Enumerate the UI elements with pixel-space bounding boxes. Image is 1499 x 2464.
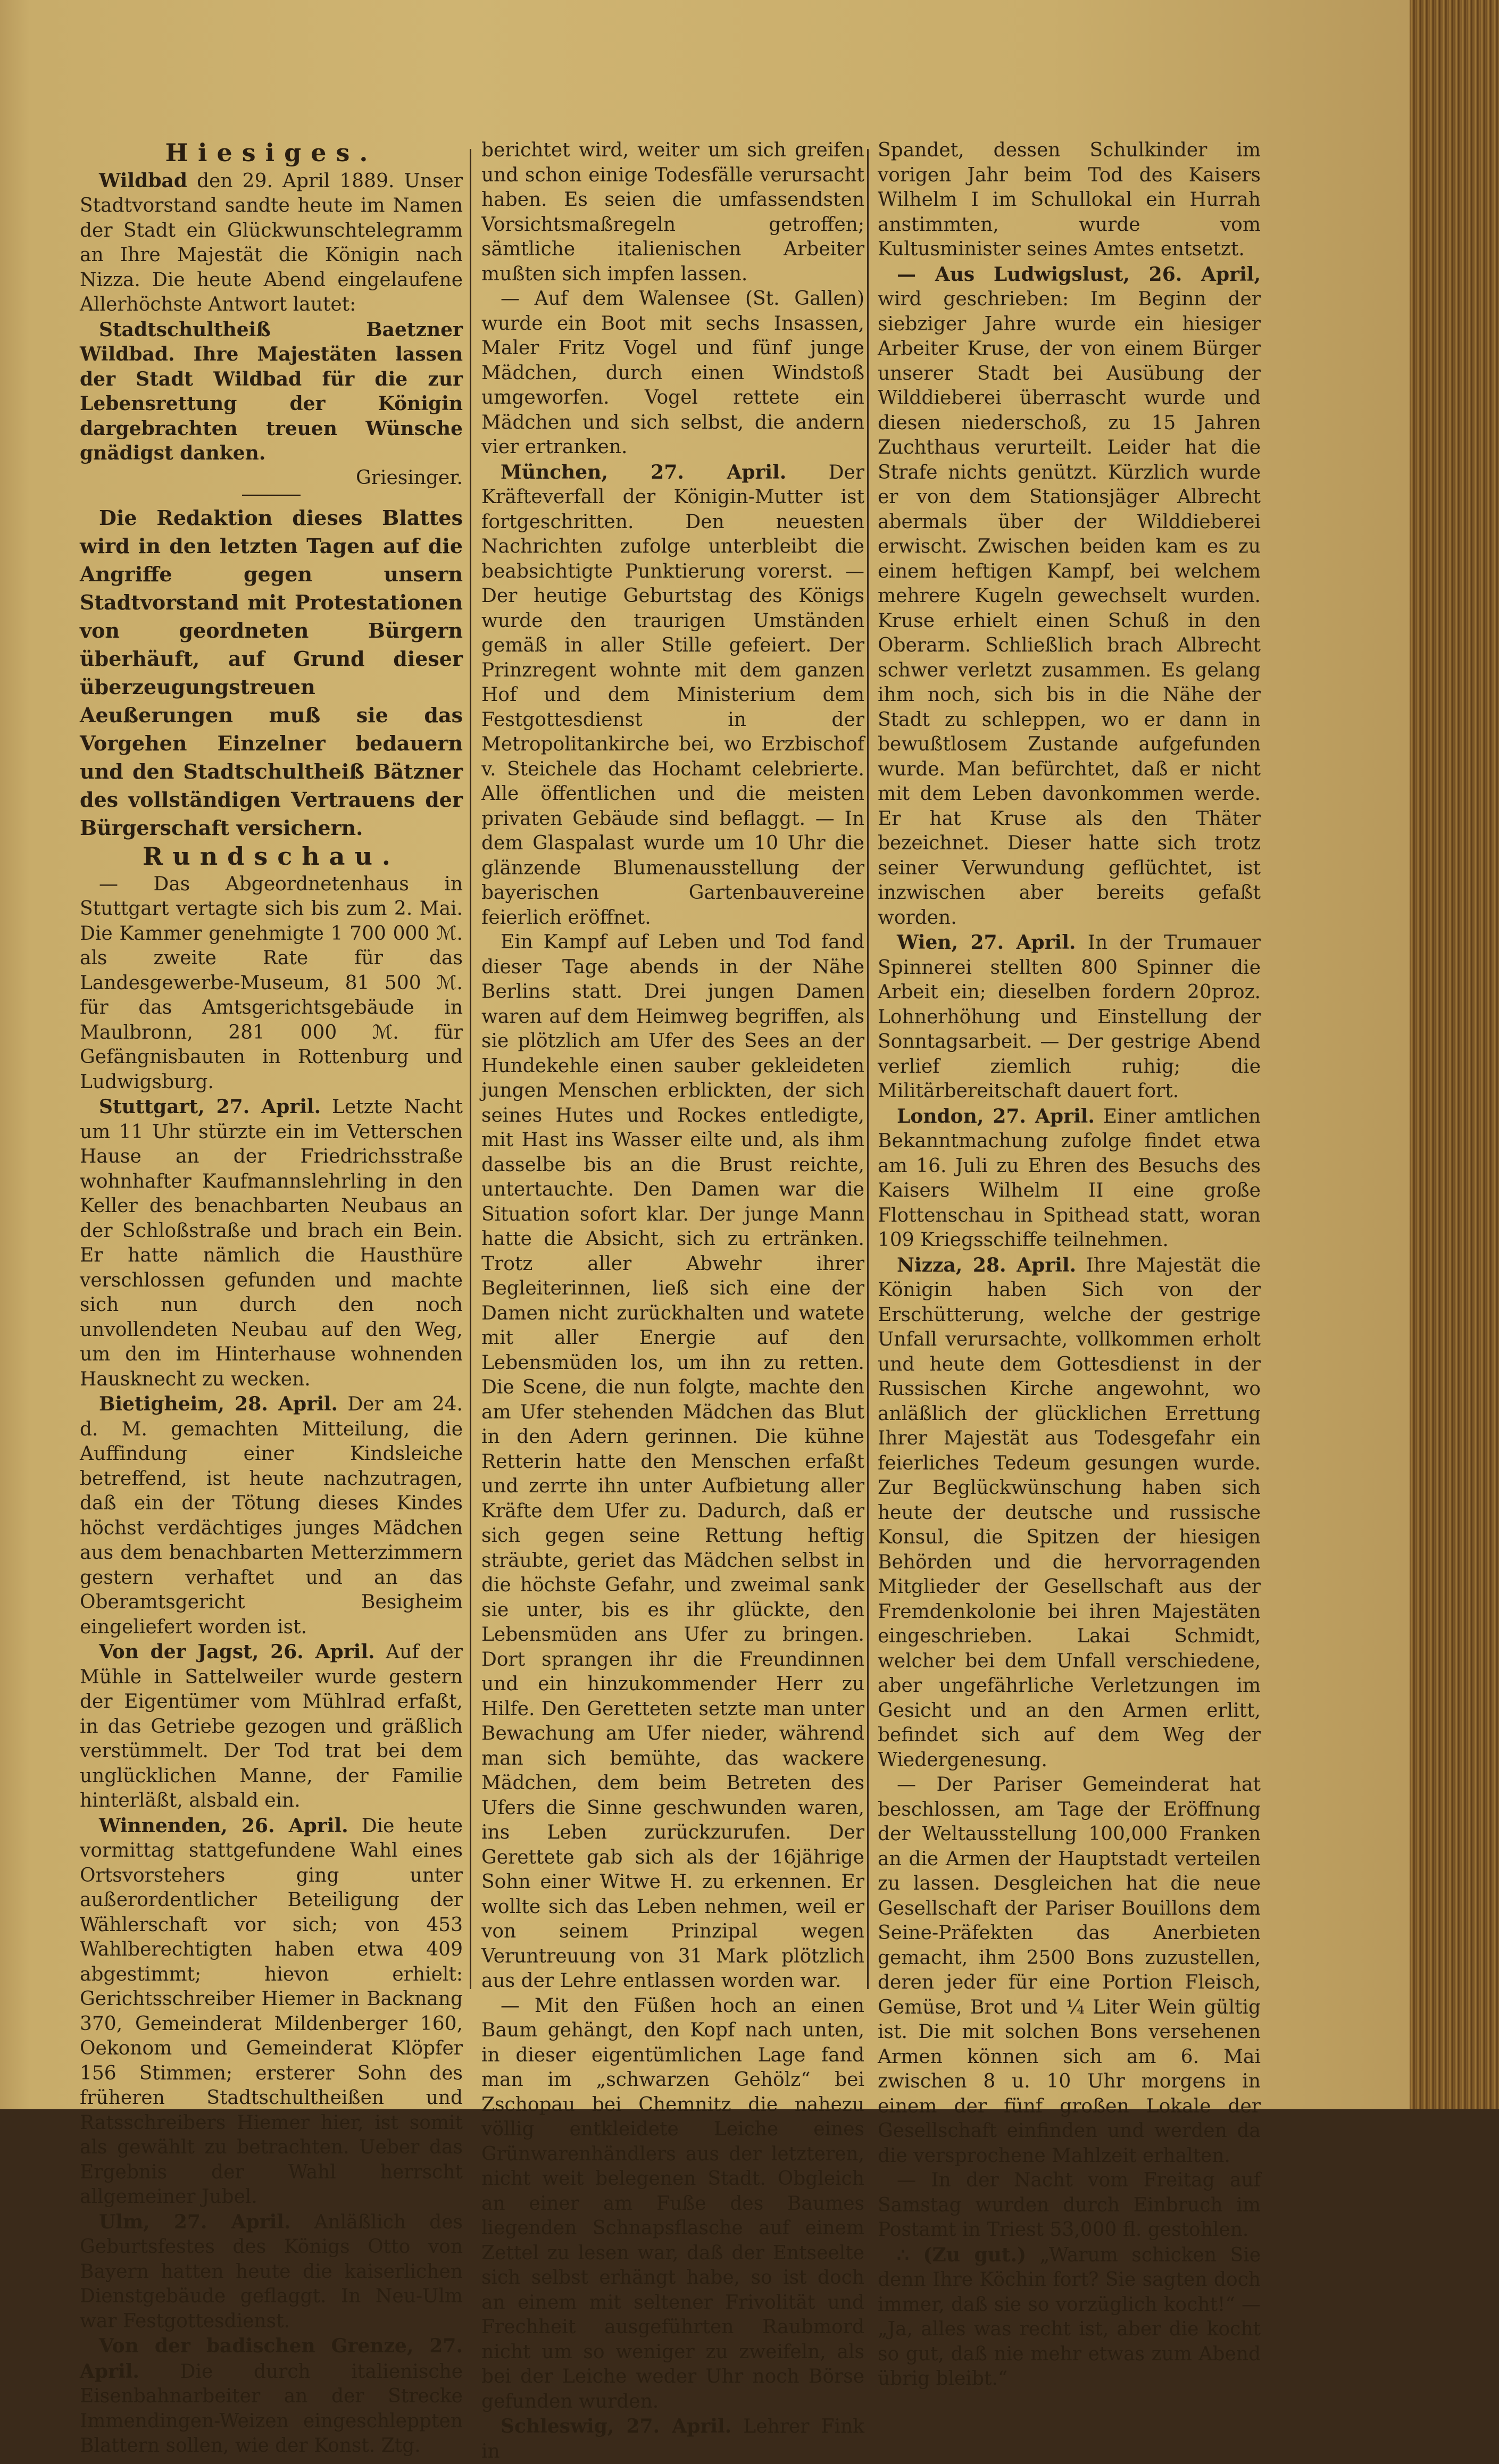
article-text: Anläßlich des Geburtsfestes des Königs Otto von Bayern hatten heute die kaiserlichen Dienstgebäude geflaggt. In Neu-Ulm war Festgottesdienst. xyxy=(80,2211,463,2332)
article-place: Wien, 27. April. xyxy=(897,931,1076,954)
editorial-notice: Die Redaktion dieses Blattes wird in den letzten Tagen auf die Angriffe gegen unsern Stadtvorstand mit Protestationen von geordneten Bürgern überhäuft, auf Grund dieser überzeugungstreuen Aeußerungen muß sie das Vorgehen Einzelner bedauern und den Stadtschultheiß Bätzner des vollständigen Vertrauens der Bürgerschaft versichern. xyxy=(80,506,463,840)
article-zschopau: — Mit den Füßen hoch an einen Baum gehängt, den Kopf nach unten, in dieser eigentümlichen Lage fand man im „schwarzen Gehölz“ bei Zschopau bei Chemnitz die nahezu völlig entkleidete Leiche eines Grünwarenhändlers aus der letzteren, nicht weit belegenen Stadt. Obgleich an einer am Fuße des Baumes liegenden Schnapsflasche auf einem Zettel zu lesen war, daß der Entseelte sich selbst erhängt habe, so ist doch an einem mit seltener Frivolität und Frechheit ausgeführten Raubmord nicht um so weniger zu zweifeln, als bei der Leiche weder Uhr noch Börse gefunden wurden. xyxy=(481,1994,864,2412)
article-paris: — Der Pariser Gemeinderat hat beschlossen, am Tage der Eröffnung der Weltausstellung 100,000 Franken an die Armen der Hauptstadt verteilen zu lassen. Desgleichen hat die neue Gesellschaft der Pariser Bouillons dem Seine-Präfekten das Anerbieten gemacht, ihm 2500 Bons zuzustellen, deren jeder für eine Portion Fleisch, Gemüse, Brot und ¼ Liter Wein gültig ist. Die mit solchen Bons versehenen Armen können sich am 6. Mai zwischen 8 u. 10 Uhr morgens in einem der fünf großen Lokale der Gesellschaft einfinden und werden da die versprochene Mahlzeit erhalten. xyxy=(878,1774,1261,2167)
divider xyxy=(242,495,301,496)
article-continuation: Spandet, dessen Schulkinder im vorigen Jahr beim Tod des Kaisers Wilhelm I im Schullokal ein Hurrah anstimmten, wurde vom Kultusminister seines Amtes entsetzt. xyxy=(878,139,1261,260)
article-place: Schleswig, 27. April. xyxy=(501,2415,732,2437)
article-text: den 29. April 1889. Unser Stadtvorstand sandte heute im Namen der Stadt ein Glückwunschtelegramm an Ihre Majestät die Königin nach Nizza. Die heute Abend eingelaufene Allerhöchste Antwort lautet: xyxy=(80,170,463,315)
article-place: Ulm, 27. April. xyxy=(99,2210,291,2233)
article-text: Auf der Mühle in Sattelweiler wurde gestern der Eigentümer vom Mühlrad erfaßt, in das Getriebe gezogen und gräßlich verstümmelt. Der Tod trat bei dem unglücklichen Manne, der Familie hinterläßt, alsbald ein. xyxy=(80,1641,463,1811)
article-place: — Aus Ludwigslust, 26. April, xyxy=(897,263,1261,286)
article-place: Winnenden, 26. April. xyxy=(99,1814,348,1837)
heading-hiesiges: Hiesiges. xyxy=(165,138,378,167)
article-text: wird geschrieben: Im Beginn der siebziger Jahre wurde ein hiesiger Arbeiter Kruse, der von einem Bürger unserer Stadt bei Ausübung der Wilddieberei überrascht wurde und diesen niederschoß, zu 15 Jahren Zuchthaus verurteilt. Leider hat die Strafe nichts genützt. Kürzlich wurde er von dem Stationsjäger Albrecht abermals über der Wilddieberei erwischt. Zwischen beiden kam es zu einem heftigen Kampf, bei welchem mehrere Kugeln gewechselt wurden. Kruse erhielt einen Schuß in den Oberarm. Schließlich brach Albrecht schwer verletzt zusammen. Es gelang ihm noch, sich bis in die Nähe der Stadt zu schleppen, wo er dann in bewußtlosem Zustande aufgefunden wurde. Man befürchtet, daß er nicht mit dem Leben davonkommen werde. Er hat Kruse als den Thäter bezeichnet. Dieser hatte sich trotz seiner Verwundung geflüchtet, ist inzwischen aber bereits gefaßt worden. xyxy=(878,288,1261,929)
article-london xyxy=(878,1104,1261,1253)
article-place: ∴ (Zu gut.) xyxy=(897,2243,1027,2266)
book-spine xyxy=(1410,0,1499,2109)
article-walensee: — Auf dem Walensee (St. Gallen) wurde ein Boot mit sechs Insassen, Maler Fritz Vogel und fünf junge Mädchen, durch einen Windstoß umgeworfen. Vogel rettete ein Mädchen und sich selbst, die andern vier ertranken. xyxy=(481,288,864,458)
article-place: Stuttgart, 27. April. xyxy=(99,1096,321,1118)
column-1 xyxy=(80,138,463,2457)
article-triest: — In der Nacht vom Freitag auf Samstag wurden durch Einbruch im Postamt in Triest 53,000 fl. gestohlen. xyxy=(878,2169,1261,2241)
article-text: Letzte Nacht um 11 Uhr stürzte ein im Vetterschen Hause an der Friedrichsstraße wohnhafter Kaufmannslehrling in den Keller des benachbarten Neubaus an der Schloßstraße und brach ein Bein. Er hatte nämlich die Hausthüre verschlossen gefunden und machte sich nun durch den noch unvollendeten Neubau auf den Weg, um den im Hinterhause wohnenden Hausknecht zu wecken. xyxy=(80,1096,463,1390)
column-2 xyxy=(481,138,864,2462)
article-place: Von der badischen Grenze, 27. April. xyxy=(80,2335,463,2383)
article-place: Bietigheim, 28. April. xyxy=(99,1393,338,1415)
article-ulm xyxy=(80,2210,463,2334)
article-text: „Warum schicken Sie denn Ihre Köchin fort? Sie sagten doch immer, daß sie so vorzüglich kocht!“ — „Ja, alles was recht ist, aber die kocht so gut, daß nie mehr etwas zum Abend übrig bleibt.“ xyxy=(878,2244,1261,2390)
article-text: Ihre Majestät die Königin haben Sich von der Erschütterung, welche der gestrige Unfall verursachte, vollkommen erholt und heute dem Gottesdienst in der Russischen Kirche angewohnt, wo anläßlich der glücklichen Errettung Ihrer Majestät aus Todesgefahr ein feierliches Tedeum gesungen wurde. Zur Beglückwünschung haben sich heute der deutsche und russische Konsul, die Spitzen der hiesigen Behörden und die hervorragenden Mitglieder der Gesellschaft aus der Fremdenkolonie bei ihren Majestäten eingeschrieben. Lakai Schmidt, welcher bei dem Unfall verschiedene, aber ungefährliche Verletzungen im Gesicht und an den Armen erlitt, befindet sich auf dem Weg der Wiedergenesung. xyxy=(878,1254,1261,1771)
article-place: Nizza, 28. April. xyxy=(897,1254,1077,1276)
article-text: In der Trumauer Spinnerei stellten 800 Spinner die Arbeit ein; dieselben fordern 20proz. Lohnerhöhung und Einstellung der Sonntagsarbeit. — Der gestrige Abend verlief ziemlich ruhig; die Militärbereitschaft dauert fort. xyxy=(878,932,1261,1102)
article-schleswig xyxy=(481,2414,864,2464)
heading-rundschau: Rundschau. xyxy=(143,842,400,871)
article-stuttgart xyxy=(80,1095,463,1392)
article-wildbad xyxy=(80,169,463,318)
article-nizza xyxy=(878,1253,1261,1773)
column-3 xyxy=(878,138,1261,2390)
column-rule-2 xyxy=(867,149,869,1989)
telegram-signature: Griesinger. xyxy=(355,466,463,489)
article-place: Von der Jagst, 26. April. xyxy=(99,1641,375,1663)
article-place: Wildbad xyxy=(99,169,187,192)
article-text: Die heute vormittag stattgefundene Wahl eines Ortsvorstehers ging unter außerordentlicher Beteiligung der Wählerschaft vor sich; von 453 Wahlberechtigten haben etwa 409 abgestimmt; hievon erhielt: Gerichtsschreiber Hiemer in Backnang 370, Gemeinderat Mildenberger 160, Oekonom und Gemeinderat Klöpfer 156 Stimmen; ersterer Sohn des früheren Stadtschultheißen und Ratsschreibers Hiemer hier, ist somit als gewählt zu betrachten. Ueber das Ergebnis der Wahl herrscht allgemeiner Jubel. xyxy=(80,1815,463,2208)
article-text: Der Kräfteverfall der Königin-Mutter ist fortgeschritten. Den neuesten Nachrichten zufolge unterbleibt die beabsichtigte Punktierung vorerst. — Der heutige Geburtstag des Königs wurde den traurigen Umständen gemäß in aller Stille gefeiert. Der Prinzregent wohnte mit dem ganzen Hof und dem Ministerium dem Festgottesdienst in der Metropolitankirche bei, wo Erzbischof v. Steichele das Hochamt celebrierte. Alle öffentlichen und die meisten privaten Gebäude sind beflaggt. — In dem Glaspalast wurde um 10 Uhr die glänzende Blumenausstellung der bayerischen Gartenbauvereine feierlich eröffnet. xyxy=(481,461,864,929)
column-rule-1 xyxy=(470,149,471,1989)
article-place: London, 27. April. xyxy=(897,1105,1095,1127)
article-berlin: Ein Kampf auf Leben und Tod fand dieser Tage abends in der Nähe Berlins statt. Drei jungen Damen waren auf dem Heimweg begriffen, als sie plötzlich am Ufer des Sees an der Hundekehle einen sauber gekleideten jungen Menschen erblickten, der sich seines Hutes und Rockes entledigte, mit Hast ins Wasser eilte und, als ihm dasselbe bis an die Brust reichte, untertauchte. Den Damen war die Situation sofort klar. Der junge Mann hatte die Absicht, sich zu ertränken. Trotz aller Abwehr ihrer Begleiterinnen, ließ sich eine der Damen nicht zurückhalten und watete mit aller Energie auf den Lebensmüden los, um ihn zu retten. Die Scene, die nun folgte, machte den am Ufer stehenden Mädchen das Blut in den Adern gerinnen. Die kühne Retterin hatte den Menschen erfaßt und zerrte ihn unter Aufbietung aller Kräfte dem Ufer zu. Dadurch, daß er sich gegen seine Rettung heftig sträubte, geriet das Mädchen selbst in die höchste Gefahr, und zweimal sank sie unter, bis es ihr glückte, den Lebensmüden ans Ufer zu bringen. Dort sprangen ihr die Freundinnen und ein hinzukommender Herr zu Hilfe. Den Geretteten setzte man unter Bewachung am Ufer nieder, während man sich bemühte, das wackere Mädchen, dem beim Betreten des Ufers die Sinne geschwunden waren, ins Leben zurückzurufen. Der Gerettete gab sich als der 16jährige Sohn einer Witwe H. zu erkennen. Er wollte sich das Leben nehmen, weil er von seinem Prinzipal wegen Veruntreuung von 31 Mark plötzlich aus der Lehre entlassen worden war. xyxy=(481,931,864,1992)
article-abgeordnetenhaus: — Das Abgeordnetenhaus in Stuttgart vertagte sich bis zum 2. Mai. Die Kammer genehmigte 1 700 000 ℳ. als zweite Rate für das Landesgewerbe-Museum, 81 500 ℳ. für das Amtsgerichtsgebäude in Maulbronn, 281 000 ℳ. für Gefängnisbauten in Rottenburg und Ludwigsburg. xyxy=(80,873,463,1093)
article-place: München, 27. April. xyxy=(501,461,787,483)
article-text: Lehrer Fink in xyxy=(481,2416,864,2462)
article-text: Der am 24. d. M. gemachten Mitteilung, die Auffindung einer Kindsleiche betreffend, ist heute nachzutragen, daß ein der Tötung dieses Kindes höchst verdächtiges junges Mädchen aus dem benachbarten Metterzimmern gestern verhaftet und an das Oberamtsgericht Besigheim eingeliefert worden ist. xyxy=(80,1393,463,1638)
article-bietigheim xyxy=(80,1392,463,1640)
article-muenchen xyxy=(481,460,864,931)
article-text: Einer amtlichen Bekanntmachung zufolge findet etwa am 16. Juli zu Ehren des Besuchs des Kaisers Wilhelm II eine große Flottenschau in Spithead statt, woran 109 Kriegsschiffe teilnehmen. xyxy=(878,1105,1261,1251)
telegram-text: Stadtschultheiß Baetzner Wildbad. Ihre Majestäten lassen der Stadt Wildbad für die zur Lebensrettung der Königin dargebrachten treuen Wünsche gnädigst danken. xyxy=(80,318,463,464)
article-text: Die durch italienische Eisenbahnarbeiter an der Strecke Immendingen-Weizen eingeschleppten Blattern sollen, wie der Konst. Ztg. xyxy=(80,2360,463,2457)
article-winnenden xyxy=(80,1814,463,2210)
article-wien xyxy=(878,930,1261,1104)
article-continuation: berichtet wird, weiter um sich greifen und schon einige Todesfälle verursacht haben. Es seien die umfassendsten Vorsichtsmaßregeln getroffen; sämtliche italienischen Arbeiter mußten sich impfen lassen. xyxy=(481,139,864,285)
article-ludwigslust xyxy=(878,262,1261,931)
article-jagst xyxy=(80,1640,463,1814)
article-zu-gut xyxy=(878,2243,1261,2392)
article-badische-grenze xyxy=(80,2334,463,2459)
